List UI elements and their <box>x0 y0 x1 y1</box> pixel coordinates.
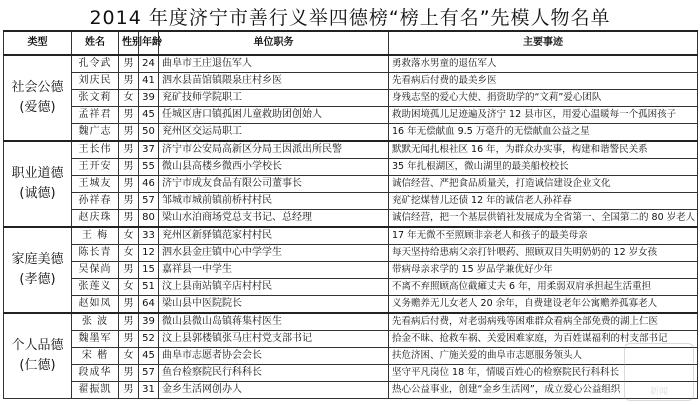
table-row <box>4 141 698 159</box>
table-row <box>4 73 698 90</box>
table-body <box>4 55 698 399</box>
age-cell: 39 <box>139 90 159 107</box>
sex-cell: 男 <box>119 124 139 142</box>
age-cell: 64 <box>139 296 159 314</box>
age-cell: 51 <box>139 279 159 296</box>
name-cell: 刘庆民 <box>72 73 119 90</box>
age-cell: 39 <box>139 313 159 331</box>
header-name: 姓名 <box>72 31 119 55</box>
header-unit: 单位职务 <box>159 31 389 55</box>
category-label: 职业道德 <box>11 166 64 181</box>
unit-cell: 曲阜市志愿者协会会长 <box>159 348 389 365</box>
age-cell: 15 <box>139 262 159 279</box>
age-cell: 33 <box>139 227 159 245</box>
deeds-cell: 坚守平凡岗位 18 年，情暖百姓心的检察院民行科科长 <box>389 365 698 382</box>
category-label: 家庭美德 <box>11 252 64 267</box>
table-row <box>4 382 698 399</box>
header-sex: 性别 <box>119 31 139 55</box>
age-cell: 80 <box>139 210 159 228</box>
unit-cell: 汶上县郭楼镇张马庄村党支部书记 <box>159 331 389 348</box>
deeds-cell: 先看病后付费，对老弱病残等困难群众看病全部免费的湖上仁医 <box>389 313 698 331</box>
unit-cell: 泗水县金庄镇中心中学学生 <box>159 245 389 262</box>
table-row <box>4 210 698 228</box>
age-cell: 57 <box>139 193 159 210</box>
name-cell: 宋 楷 <box>72 348 119 365</box>
age-cell: 41 <box>139 73 159 90</box>
name-cell: 王开安 <box>72 159 119 176</box>
age-cell: 55 <box>139 159 159 176</box>
sex-cell: 男 <box>119 159 139 176</box>
category-cell <box>4 141 72 227</box>
name-cell: 张 波 <box>72 313 119 331</box>
unit-cell: 兖矿技师学院职工 <box>159 90 389 107</box>
sex-cell: 男 <box>119 210 139 228</box>
age-cell: 52 <box>139 331 159 348</box>
table-row <box>4 365 698 382</box>
age-cell: 12 <box>139 245 159 262</box>
table-row <box>4 348 698 365</box>
unit-cell: 邹城市城前镇前桥村村民 <box>159 193 389 210</box>
deeds-cell: 默默无闻扎根社区 16 年，为群众办实事，构建和谐警民关系 <box>389 141 698 159</box>
name-cell: 赵庆珠 <box>72 210 119 228</box>
table-row <box>4 279 698 296</box>
sex-cell: 男 <box>119 365 139 382</box>
table-row <box>4 124 698 142</box>
deeds-cell: 先看病后付费的最美乡医 <box>389 73 698 90</box>
unit-cell: 兖州区交运局职工 <box>159 124 389 142</box>
sex-cell: 女 <box>119 227 139 245</box>
sex-cell: 男 <box>119 176 139 193</box>
deeds-cell: 每天坚持给患病父亲打针喂药、照顾双目失明奶奶的 12 岁女孩 <box>389 245 698 262</box>
table-row <box>4 313 698 331</box>
name-cell: 翟振凯 <box>72 382 119 399</box>
sex-cell: 男 <box>119 193 139 210</box>
deeds-cell: 不离不弃照顾高位截瘫丈夫 6 年，用柔弱双肩承担起生活重担 <box>389 279 698 296</box>
name-cell: 王长伟 <box>72 141 119 159</box>
table-row <box>4 262 698 279</box>
deeds-cell: 带病母亲求学的 15 岁品学兼优好少年 <box>389 262 698 279</box>
sex-cell: 男 <box>119 73 139 90</box>
sex-cell: 女 <box>119 279 139 296</box>
sex-cell: 男 <box>119 331 139 348</box>
deeds-cell: 17 年无微不至照顾非亲老人和孩子的最美母亲 <box>389 227 698 245</box>
age-cell: 31 <box>139 382 159 399</box>
category-label: 个人品德 <box>11 338 64 353</box>
unit-cell: 鱼台检察院民行科科长 <box>159 365 389 382</box>
table-row <box>4 331 698 348</box>
name-cell: 孔令武 <box>72 55 119 73</box>
name-cell: 陈长青 <box>72 245 119 262</box>
unit-cell: 兖州区新驿镇范家村村民 <box>159 227 389 245</box>
category-sublabel: (仁德) <box>19 358 56 373</box>
name-cell: 魏墨军 <box>72 331 119 348</box>
category-label: 社会公德 <box>11 80 64 95</box>
name-cell: 魏广志 <box>72 124 119 142</box>
name-cell: 王 梅 <box>72 227 119 245</box>
table-row <box>4 193 698 210</box>
deeds-cell: 拾金不昧、抢救车祸、关爱困难家庭，为百姓谋福利的村支部书记 <box>389 331 698 348</box>
unit-cell: 曲阜市王庄退伍军人 <box>159 55 389 73</box>
table-row <box>4 90 698 107</box>
age-cell: 50 <box>139 124 159 142</box>
unit-cell: 金乡生活网创办人 <box>159 382 389 399</box>
name-cell: 赵如凤 <box>72 296 119 314</box>
header-deeds: 主要事迹 <box>389 31 698 55</box>
category-sublabel: (孝德) <box>19 272 56 287</box>
name-cell: 张文莉 <box>72 90 119 107</box>
header-age: 年龄 <box>139 31 159 55</box>
age-cell: 45 <box>139 348 159 365</box>
category-cell <box>4 55 72 141</box>
unit-cell: 梁山县中医院院长 <box>159 296 389 314</box>
sex-cell: 男 <box>119 55 139 73</box>
sex-cell: 男 <box>119 296 139 314</box>
deeds-cell: 救助困境孤儿足迹遍及济宁 12 县市区，用爱心温暖每一个孤困孩子 <box>389 107 698 124</box>
unit-cell: 任城区唐口镇孤困儿童救助团创始人 <box>159 107 389 124</box>
header-type: 类型 <box>4 31 72 55</box>
sex-cell: 女 <box>119 245 139 262</box>
name-cell: 吴保尚 <box>72 262 119 279</box>
name-cell: 王城友 <box>72 176 119 193</box>
table-row <box>4 296 698 314</box>
deeds-cell: 诚信经营、严把食品质量关，打造诚信建设企业文化 <box>389 176 698 193</box>
unit-cell: 汶上县南站镇辛店村村民 <box>159 279 389 296</box>
unit-cell: 梁山水泊商场党总支书记、总经理 <box>159 210 389 228</box>
deeds-cell: 热心公益事业，创建“金乡生活网”，成立爱心公益组织 <box>389 382 698 399</box>
sex-cell: 男 <box>119 313 139 331</box>
unit-cell: 泗水县苗馆镇隈泉庄村乡医 <box>159 73 389 90</box>
table-row <box>4 245 698 262</box>
deeds-cell: 义务赡养无儿女老人 20 余年，自费建设老年公寓赡养孤寡老人 <box>389 296 698 314</box>
sex-cell: 男 <box>119 382 139 399</box>
name-cell: 孙祥春 <box>72 193 119 210</box>
table-row <box>4 159 698 176</box>
category-sublabel: (诚德) <box>19 186 56 201</box>
age-cell: 57 <box>139 365 159 382</box>
page-title: 2014 年度济宁市善行义举四德榜“榜上有名”先模人物名单 <box>89 7 611 29</box>
category-sublabel: (爱德) <box>19 100 56 115</box>
unit-cell: 嘉祥县一中学生 <box>159 262 389 279</box>
deeds-cell: 身残志坚的爱心大使、捐资助学的“文莉”爱心团队 <box>389 90 698 107</box>
sex-cell: 男 <box>119 262 139 279</box>
age-cell: 46 <box>139 176 159 193</box>
name-cell: 段成华 <box>72 365 119 382</box>
deeds-cell: 诚信经营，把一个基层供销社发展成为全省第一、全国第二的 80 岁老人 <box>389 210 698 228</box>
age-cell: 37 <box>139 141 159 159</box>
table-row <box>4 227 698 245</box>
age-cell: 45 <box>139 107 159 124</box>
unit-cell: 微山县微山岛镇蒋集村医生 <box>159 313 389 331</box>
category-cell <box>4 227 72 313</box>
unit-cell: 济宁市公安局高新区分局王因派出所民警 <box>159 141 389 159</box>
age-cell: 24 <box>139 55 159 73</box>
category-cell <box>4 313 72 399</box>
watermark: 新闻 <box>624 343 694 401</box>
deeds-cell: 兖矿挖煤替儿还债 12 年的诚信老人孙祥春 <box>389 193 698 210</box>
table-header-row <box>4 31 698 55</box>
name-cell: 张莲义 <box>72 279 119 296</box>
name-cell: 孟祥君 <box>72 107 119 124</box>
unit-cell: 济宁市成友食品有限公司董事长 <box>159 176 389 193</box>
deeds-cell: 16 年无偿献血 9.5 万毫升的无偿献血公益之星 <box>389 124 698 142</box>
table-row <box>4 176 698 193</box>
honor-list-table <box>3 30 698 399</box>
sex-cell: 男 <box>119 141 139 159</box>
deeds-cell: 勇救落水男童的退伍军人 <box>389 55 698 73</box>
sex-cell: 女 <box>119 348 139 365</box>
deeds-cell: 扶危济困、广施关爱的曲阜市志愿服务领头人 <box>389 348 698 365</box>
table-row <box>4 107 698 124</box>
unit-cell: 微山县高楼乡微西小学校长 <box>159 159 389 176</box>
deeds-cell: 35 年扎根湖区，微山湖里的最美船校校长 <box>389 159 698 176</box>
table-row <box>4 55 698 73</box>
sex-cell: 男 <box>119 107 139 124</box>
sex-cell: 女 <box>119 90 139 107</box>
